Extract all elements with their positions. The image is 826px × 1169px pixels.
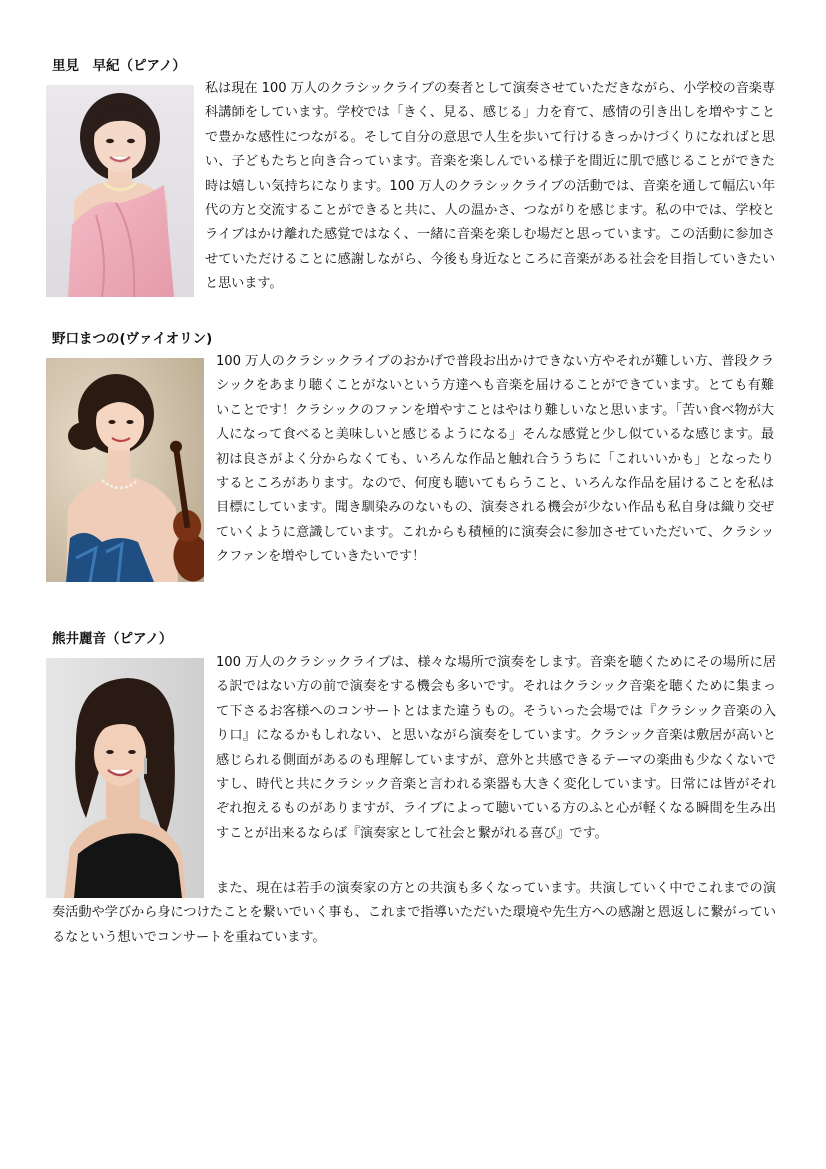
- pianist-portrait-image: [46, 658, 204, 898]
- bio-paragraph: 私は現在 100 万人のクラシックライブの奏者として演奏させていただきながら、小学校の音楽専科講師をしています。学校では「きく、見る、感じる」力を育て、感情の引き出しを増やすことで豊かな感性につながる。そして自分の意思で人生を歩いて行けるきっかけづくりになればと思い、子どもたちと向き合っています。音楽を楽しんでいる様子を間近に肌で感じることができた時は嬉しい気持ちになります。100 万人のクラシックライブの活動では、音楽を通して幅広い年代の方と交流することができると共に、人の温かさ、つながりを感じます。私の中では、学校とライブはかけ離れた感覚ではなく、一緒に音楽を楽しむ場だと思っています。この活動に参加させていただけることに感謝しながら、今後も身近なところに音楽がある社会を目指していきたいと思います。: [205, 81, 775, 292]
- violinist-portrait-image: [46, 358, 204, 582]
- performer-photo: [46, 358, 204, 582]
- performer-photo: [46, 658, 204, 898]
- performer-bio: [216, 350, 774, 570]
- performer-bio: [216, 651, 776, 846]
- performer-bio: [205, 77, 775, 297]
- bio-paragraph: 100 万人のクラシックライブは、様々な場所で演奏をします。音楽を聴くためにその場所に居る訳ではない方の前で演奏をする機会も多いです。それはクラシック音楽を聴くために集まって下さるお客様へのコンサートとはまた違うもの。そういった会場では『クラシック音楽の入り口』になるかもしれない、と思いながら演奏をしています。クラシック音楽は敷居が高いと感じられる側面があるのも理解していますが、意外と共感できるテーマの楽曲も少なくないですし、時代と共にクラシック音楽と言われる楽器も大きく変化しています。日常には皆がそれぞれ抱えるものがありますが、ライブによって聴いている方のふと心が軽くなる瞬間を生み出すことが出来るならば『演奏家として社会と繋がれる喜び』です。: [216, 655, 776, 841]
- bio-paragraph: また、現在は若手の演奏家の方との共演も多くなっています。共演していく中でこれまでの演奏活動や学びから身につけたことを繋いでいく事も、これまで指導いただいた環境や先生方への感謝と恩返しに繋がっているなという想いでコンサートを重ねています。: [52, 881, 776, 945]
- performer-name: 里見 早紀（ピアノ）: [52, 58, 186, 74]
- pianist-portrait-image: [46, 85, 194, 297]
- performer-name: 野口まつの(ヴァイオリン): [52, 331, 213, 347]
- performer-photo: [46, 85, 194, 297]
- performer-name: 熊井麗音（ピアノ）: [52, 631, 173, 647]
- performer-bio-continued: [52, 877, 776, 950]
- bio-paragraph: 100 万人のクラシックライブのおかげで普段お出かけできない方やそれが難しい方、普段クラシックをあまり聴くことがないという方達へも音楽を届けることができています。とても有難いことです！クラシックのファンを増やすことはやはり難しいなと思います。「苦い食べ物が大人になって食べると美味しいと感じるようになる」そんな感覚と少し似ているな感じます。最初は良さがよく分からなくても、いろんな作品と触れ合ううちに「これいいかも」となったりするところがあります。なので、何度も聴いてもらうこと、いろんな作品を届けることを私は目標にしています。聞き馴染みのないもの、演奏される機会が少ない作品も私自身は織り交ぜていくように意識しています。これからも積極的に演奏会に参加させていただいて、クラシックファンを増やしていきたいです！: [216, 354, 774, 565]
